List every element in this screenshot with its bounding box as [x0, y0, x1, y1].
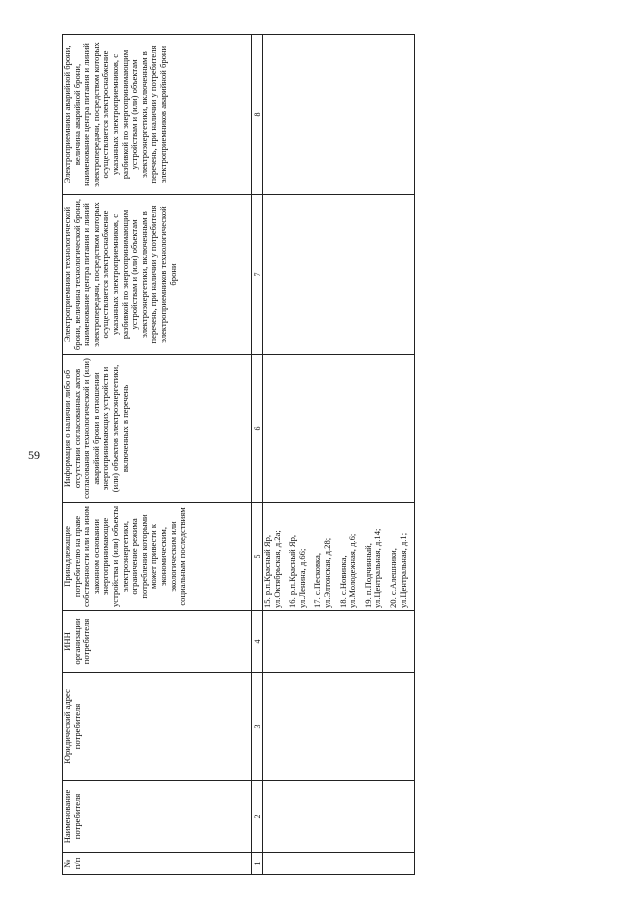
cell-empty [263, 611, 415, 673]
consumer-table [62, 34, 415, 875]
column-number-row [252, 35, 263, 875]
address-item: 20. с.Алешники, ул.Центральная, д.1; [387, 532, 408, 608]
cell-empty [263, 355, 415, 503]
cell-empty [263, 673, 415, 781]
address-item: 16. р.п.Красный Яр, ул.Ленина, д.66; [287, 534, 307, 608]
col-number: 6 [252, 355, 263, 503]
cell-empty [263, 195, 415, 355]
header-col-2: Наименование потребителя [63, 781, 252, 853]
rotated-table-wrapper [62, 35, 408, 875]
cell-empty [263, 853, 415, 875]
address-item: 19. п.Подчинный, ул.Центральная, д.14; [362, 528, 383, 608]
header-col-1: № п/п [63, 853, 252, 875]
address-item: 17. с.Песковка, ул.Элтонская, д.28; [312, 537, 332, 608]
page-number: 59 [28, 448, 40, 462]
col-number: 4 [252, 611, 263, 673]
col-number: 5 [252, 503, 263, 611]
header-col-8: Электроприемники аварийной брони, величина аварийной брони, наименование центра питания и линий электропередачи, посредством которых осуществляется электроснабжение указанных электроприемников, с разбивкой по энергопринимающим устройствам и (или) объектам электроэнергетики, включенным в перечень, при наличии у потребителя электроприемников аварийной брони [63, 35, 252, 195]
addresses-cell [263, 503, 415, 611]
address-item: 18. с.Новинка, ул.Молодежная, д.6; [337, 533, 358, 608]
header-col-7: Электроприемники технологической брони, величина технологической брони, наименование центра питания и линий электропередачи, посредством которых осуществляется электроснабжение указанных электроприемников, с разбивкой по энергопринимающим устройствам и (или) объектам электроэнергетики, включенным в перечень, при наличии у потребителя электроприемников технологической брони [63, 195, 252, 355]
address-item: 15. р.п.Красный Яр, ул.Октябрьская, д.2а; [262, 530, 282, 608]
col-number: 8 [252, 35, 263, 195]
header-col-4: ИНН организации потребителя [63, 611, 252, 673]
col-number: 1 [252, 853, 263, 875]
header-col-3: Юридический адрес потребителя [63, 673, 252, 781]
cell-empty [263, 781, 415, 853]
header-row [63, 35, 252, 875]
header-col-6: Информация о наличии либо об отсутствии согласованных актов согласования технологической и (или) аварийной брони в отношении энергопринимающих устройств и (или) объектов электроэнергетики, включенных в перечень [63, 355, 252, 503]
col-number: 3 [252, 673, 263, 781]
cell-empty [263, 35, 415, 195]
data-row [263, 35, 415, 875]
col-number: 2 [252, 781, 263, 853]
col-number: 7 [252, 195, 263, 355]
header-col-5: Принадлежащие потребителю на праве собственности или на ином законном основании энергопринимающие устройства и (или) объекты электроэнергетики, ограничение режима потребления которыми может привести к экономическим, экологическим или социальным последствиям [63, 503, 252, 611]
